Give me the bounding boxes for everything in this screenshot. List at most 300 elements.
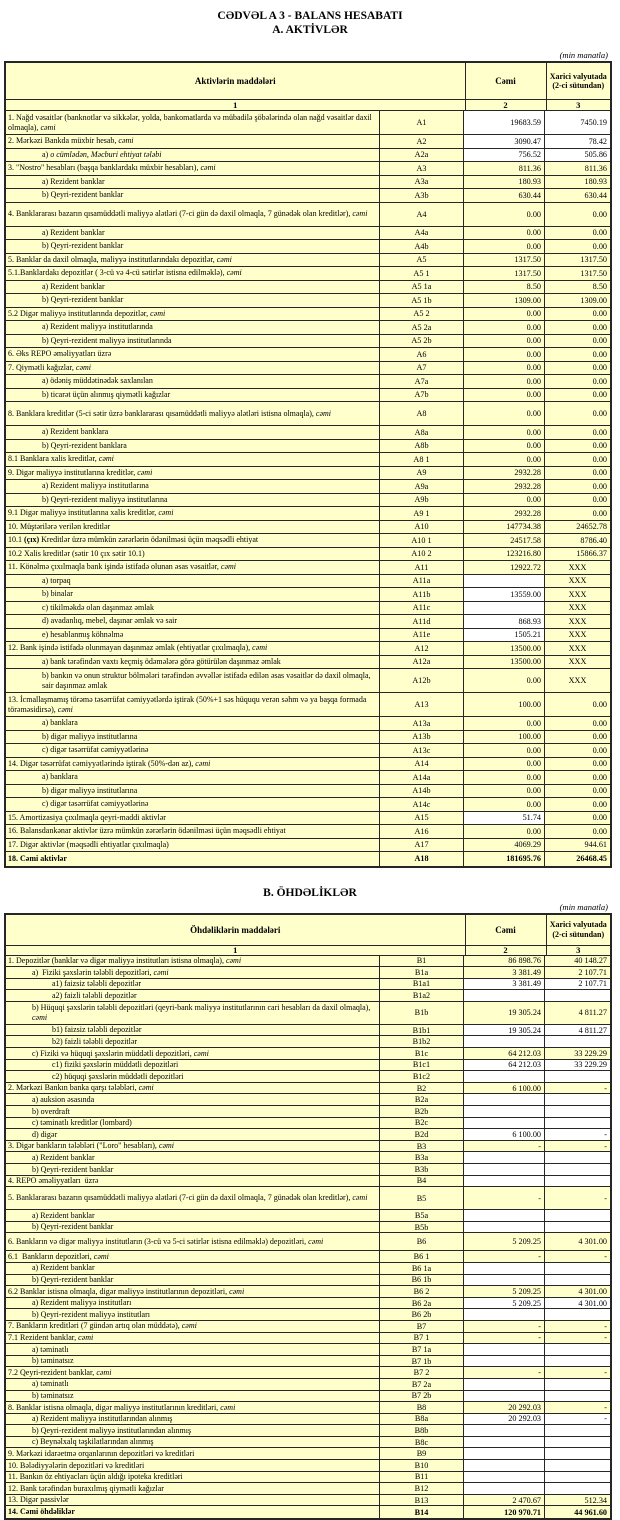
fx-input-cell[interactable] (545, 1106, 610, 1117)
label-pre: a) ödəniş müddətinədək saxlanılan (42, 376, 153, 385)
item-code: B2d (380, 1129, 464, 1140)
item-label (6, 771, 380, 784)
fx-input-cell[interactable] (545, 1164, 610, 1175)
fx-input-cell[interactable]: - (545, 1129, 610, 1140)
item-code: B8 (380, 1402, 464, 1413)
label-italic-part: cəmi (229, 1287, 244, 1296)
total-input-cell[interactable] (464, 1448, 545, 1459)
fx-value-cell: XXX (545, 656, 610, 669)
table-row (6, 602, 610, 616)
label-italic-part: cəmi (76, 363, 91, 372)
total-value-cell: 1317.50 (464, 267, 545, 280)
table-row (6, 1356, 610, 1368)
item-label-text (42, 441, 127, 451)
total-input-cell[interactable]: 19 305.24 (464, 1025, 545, 1036)
total-input-cell[interactable] (464, 1437, 545, 1448)
fx-input-cell[interactable] (545, 1152, 610, 1163)
label-italic-part: cəmi (352, 1193, 367, 1202)
table-row (6, 534, 610, 548)
total-input-cell[interactable] (464, 1344, 545, 1355)
total-input-cell[interactable] (464, 602, 545, 615)
table-row (6, 669, 610, 693)
item-code: A2 (380, 135, 464, 148)
item-label-text (8, 956, 241, 966)
label-italic-part: cəmi (137, 468, 152, 477)
total-input-cell[interactable] (464, 1472, 545, 1483)
label-pre: a) təminatlı (32, 1345, 69, 1354)
label-pre: b) overdraft (32, 1107, 70, 1116)
item-label-text (8, 1461, 144, 1471)
item-label-text (8, 562, 236, 572)
fx-input-cell[interactable] (545, 1176, 610, 1187)
table-row (6, 1460, 610, 1472)
item-label-text (32, 1118, 132, 1128)
item-code: A3b (380, 189, 464, 202)
label-pre: d) digər (32, 1130, 57, 1139)
fx-input-cell[interactable] (545, 1210, 610, 1221)
fx-value-cell: 40 148.27 (545, 956, 610, 967)
item-label (6, 575, 380, 588)
item-label-text (32, 1356, 74, 1366)
item-code: A4 (380, 203, 464, 226)
total-input-cell[interactable] (464, 1275, 545, 1286)
fx-value-cell: XXX (545, 575, 610, 588)
total-input-cell[interactable]: 6 100.00 (464, 1129, 545, 1140)
total-input-cell[interactable] (464, 990, 545, 1001)
total-input-cell[interactable] (464, 1106, 545, 1117)
item-code: A1 (380, 111, 464, 134)
item-label-text (42, 657, 281, 667)
doc-title-line1: CƏDVƏL A 3 - BALANS HESABATI (0, 9, 620, 23)
table-row (6, 1164, 610, 1176)
item-label (6, 1263, 380, 1274)
item-label-text (32, 1165, 113, 1175)
item-code: B1c2 (380, 1071, 464, 1082)
fx-input-cell[interactable] (545, 1472, 610, 1483)
item-label (6, 744, 380, 757)
total-input-cell[interactable]: 20 292.03 (464, 1414, 545, 1425)
item-label-text (42, 671, 377, 690)
total-input-cell[interactable]: 5 209.25 (464, 1298, 545, 1309)
item-label (6, 825, 380, 838)
item-code: A5 (380, 254, 464, 267)
item-label (6, 453, 380, 466)
item-label-text (52, 1037, 137, 1047)
table-row (6, 744, 610, 758)
fx-input-cell[interactable] (545, 1356, 610, 1367)
fx-input-cell[interactable] (545, 990, 610, 1001)
total-input-cell[interactable]: 1505.21 (464, 629, 545, 642)
label-bold-part: (çıx) (24, 535, 39, 544)
table-row (6, 227, 610, 241)
item-code: A17 (380, 839, 464, 852)
item-label-text (8, 468, 152, 478)
item-code: A9b (380, 494, 464, 507)
label-italic-part: cəmi (308, 1237, 323, 1246)
total-value-cell: 0.00 (464, 203, 545, 226)
item-label (6, 1286, 380, 1297)
label-pre: a) banklara (42, 772, 78, 781)
table-row (6, 758, 610, 772)
fx-input-cell[interactable]: 2 107.71 (545, 979, 610, 990)
label-pre: d) avadanlıq, mebel, daşınar əmlak və sair (42, 616, 177, 625)
fx-value-cell: 0.00 (545, 321, 610, 334)
item-code: A5 1b (380, 294, 464, 307)
item-label-text (32, 1414, 172, 1424)
item-label (6, 281, 380, 294)
table-row (6, 467, 610, 481)
item-label (6, 375, 380, 388)
table-row (6, 440, 610, 454)
label-pre: a) Rezident maliyyə institutlarında (42, 322, 153, 331)
item-label-text (42, 481, 149, 491)
table-row (6, 389, 610, 403)
table-row (6, 979, 610, 991)
total-input-cell[interactable] (464, 1309, 545, 1320)
item-label (6, 1036, 380, 1047)
total-value-cell: 811.36 (464, 162, 545, 175)
fx-value-cell: 26468.45 (545, 852, 610, 866)
label-pre: c) təminatlı kreditlər (lombard) (32, 1118, 132, 1127)
label-post: Kreditlər üzrə mümkün zərərlərin ödənilməsi üçün məqsədli ehtiyat (39, 535, 258, 544)
label-pre: a) Rezident banklar (32, 1153, 95, 1162)
table-row (6, 335, 610, 349)
fx-value-cell: 0.00 (545, 758, 610, 771)
table-row (6, 717, 610, 731)
total-input-cell[interactable] (464, 1460, 545, 1471)
table-row (6, 615, 610, 629)
total-input-cell[interactable] (464, 1094, 545, 1105)
item-label (6, 1118, 380, 1129)
total-input-cell[interactable] (464, 575, 545, 588)
table-row (6, 731, 610, 745)
table-row (6, 1448, 610, 1460)
item-code: B1a1 (380, 979, 464, 990)
item-label-text (8, 840, 169, 850)
table-row (6, 1060, 610, 1072)
item-code: A10 (380, 521, 464, 534)
label-pre: 6.1 Bankların depozitləri, (8, 1252, 94, 1261)
item-code: A13c (380, 744, 464, 757)
total-input-cell[interactable] (464, 1425, 545, 1436)
item-code: A8b (380, 440, 464, 453)
fx-input-cell[interactable]: 505.86 (545, 149, 610, 162)
fx-input-cell[interactable] (545, 1094, 610, 1105)
item-code: A12a (380, 656, 464, 669)
item-code: A8 (380, 402, 464, 425)
total-input-cell[interactable] (464, 1356, 545, 1367)
fx-value-cell: - (545, 1367, 610, 1378)
fx-input-cell[interactable] (545, 1275, 610, 1286)
table-header-row (6, 63, 610, 100)
table-assets (4, 61, 612, 868)
label-pre: 17. Digər aktivlər (məqsədli ehtiyatlar çıxılmaqla) (8, 840, 169, 849)
fx-input-cell[interactable] (545, 1309, 610, 1320)
item-code: B7 1a (380, 1344, 464, 1355)
fx-input-cell[interactable]: 4 811.27 (545, 1025, 610, 1036)
label-pre: 9. Digər maliyyə institutlarına kreditlər, (8, 468, 137, 477)
item-code: B2a (380, 1094, 464, 1105)
item-label (6, 1187, 380, 1209)
item-code: B1c (380, 1048, 464, 1059)
item-label-text (8, 522, 110, 532)
item-label-text (8, 1472, 183, 1482)
item-label-text (42, 322, 153, 332)
item-code: B7 2b (380, 1391, 464, 1402)
total-input-cell[interactable] (464, 1164, 545, 1175)
total-value-cell: 0.00 (464, 494, 545, 507)
fx-value-cell: 0.00 (545, 480, 610, 493)
table-row (6, 839, 610, 853)
item-label-text (32, 1310, 150, 1320)
label-italic-part: cəmi (227, 268, 242, 277)
fx-value-cell: 811.36 (545, 162, 610, 175)
item-code: A14c (380, 798, 464, 811)
label-pre: 18. Cəmi aktivlər (8, 854, 67, 863)
fx-input-cell[interactable] (545, 1118, 610, 1129)
item-code: B5b (380, 1222, 464, 1233)
total-value-cell: 0.00 (464, 321, 545, 334)
fx-input-cell[interactable]: - (545, 1414, 610, 1425)
label-pre: b) Qeyri-rezident banklara (42, 441, 127, 450)
table-row (6, 785, 610, 799)
item-label (6, 135, 380, 148)
table-row (6, 1048, 610, 1060)
item-code: A15 (380, 812, 464, 825)
label-italic-part: cəmi (220, 1403, 235, 1412)
item-label (6, 1506, 380, 1518)
total-value-cell: 20 292.03 (464, 1402, 545, 1413)
item-code: B14 (380, 1506, 464, 1518)
item-label (6, 615, 380, 628)
table-row (6, 1176, 610, 1188)
total-value-cell: 181695.76 (464, 852, 545, 866)
table-row (6, 1233, 610, 1251)
total-input-cell[interactable]: 868.93 (464, 615, 545, 628)
fx-input-cell[interactable] (545, 1222, 610, 1233)
item-label (6, 294, 380, 307)
table-row (6, 402, 610, 426)
fx-input-cell[interactable] (545, 1263, 610, 1274)
table-row (6, 1425, 610, 1437)
item-code: A13a (380, 717, 464, 730)
total-input-cell[interactable]: 64 212.03 (464, 1060, 545, 1071)
item-code: A9 (380, 467, 464, 480)
item-label (6, 1083, 380, 1094)
label-italic-part: cəmi (316, 409, 331, 418)
total-input-cell[interactable] (464, 1036, 545, 1047)
item-label-text (42, 603, 154, 613)
total-input-cell[interactable] (464, 1483, 545, 1494)
total-input-cell[interactable]: 19683.59 (464, 111, 545, 134)
item-label-text (8, 1484, 164, 1494)
item-label (6, 731, 380, 744)
item-code: B1a (380, 967, 464, 978)
label-pre: c) digər təsərrüfat cəmiyyətlərinə (42, 745, 148, 754)
fx-input-cell[interactable]: 4 301.00 (545, 1298, 610, 1309)
item-label-text (42, 177, 105, 187)
item-label (6, 717, 380, 730)
item-label (6, 1367, 380, 1378)
item-code: B2 (380, 1083, 464, 1094)
item-label (6, 1344, 380, 1355)
table-row (6, 1251, 610, 1263)
item-label (6, 693, 380, 716)
fx-value-cell: - (545, 1141, 610, 1152)
item-label (6, 494, 380, 507)
label-pre: 6. Bankların və digər maliyyə institutların (3-cü və 5-ci sətirlər istisna edilməklə) depozitləri, (8, 1237, 308, 1246)
total-input-cell[interactable]: 51.74 (464, 812, 545, 825)
item-label-text (52, 1060, 178, 1070)
item-label (6, 588, 380, 601)
total-input-cell[interactable] (464, 1391, 545, 1402)
item-label-text (8, 1403, 235, 1413)
item-label-text (8, 549, 145, 559)
table-row (6, 656, 610, 670)
table-row (6, 1367, 610, 1379)
total-value-cell: - (464, 1141, 545, 1152)
total-value-cell: 0.00 (464, 426, 545, 439)
item-label (6, 785, 380, 798)
item-label (6, 534, 380, 547)
fx-value-cell: 0.00 (545, 825, 610, 838)
item-code: B6 1 (380, 1251, 464, 1262)
total-input-cell[interactable]: 3 381.49 (464, 979, 545, 990)
fx-input-cell[interactable]: 33 229.29 (545, 1060, 610, 1071)
label-pre: 7. Bankların kreditləri (7 gündən artıq olan müddətə), (8, 1321, 182, 1330)
label-pre: b) digər maliyyə institutlarına (42, 732, 137, 741)
fx-input-cell[interactable]: 7450.19 (545, 111, 610, 134)
label-pre: a) banklara (42, 718, 78, 727)
item-label-text (8, 1333, 93, 1343)
item-label-text (32, 1298, 131, 1308)
fx-input-cell[interactable] (545, 1425, 610, 1436)
total-input-cell[interactable] (464, 1379, 545, 1390)
table-row (6, 1483, 610, 1495)
total-input-cell[interactable] (464, 1210, 545, 1221)
doc-title (0, 0, 620, 37)
table-row (6, 1379, 610, 1391)
total-value-cell: 0.00 (464, 717, 545, 730)
fx-value-cell: 0.00 (545, 240, 610, 253)
label-pre: a) Rezident maliyyə institutları (32, 1298, 131, 1307)
fx-input-cell[interactable] (545, 1460, 610, 1471)
item-label-text (8, 209, 367, 219)
item-label (6, 1483, 380, 1494)
fx-value-cell: 4 301.00 (545, 1233, 610, 1250)
total-input-cell[interactable] (464, 1176, 545, 1187)
item-label-text (8, 1368, 111, 1378)
item-label (6, 1402, 380, 1413)
label-pre: 3. Digər bankların tələbləri ("Loro" hesabları), (8, 1141, 159, 1150)
column-number-row (6, 946, 610, 956)
total-value-cell: 13500.00 (464, 642, 545, 655)
label-pre: 11. Könəlmə çıxılmaqla bank işində istifadə olunan əsas vəsaitlər, (8, 562, 221, 571)
label-pre: c) Fiziki və hüquqi şəxslərin müddətli depozitləri, (32, 1049, 194, 1058)
label-pre: a) Rezident banklara (42, 427, 108, 436)
fx-value-cell: 0.00 (545, 389, 610, 402)
item-label-text (8, 113, 377, 132)
item-label (6, 798, 380, 811)
total-input-cell[interactable]: 756.52 (464, 149, 545, 162)
item-code: A3 (380, 162, 464, 175)
item-code: B3a (380, 1152, 464, 1163)
table-row (6, 1106, 610, 1118)
fx-input-cell[interactable] (545, 1071, 610, 1082)
label-pre: 9. Mərkəzi idarəetmə orqanlarının depozitləri və kreditləri (8, 1449, 194, 1458)
total-input-cell[interactable]: 3090.47 (464, 135, 545, 148)
label-pre: a) Rezident banklar (42, 228, 105, 237)
fx-input-cell[interactable] (545, 1036, 610, 1047)
fx-value-cell: 0.00 (545, 308, 610, 321)
fx-value-cell: 0.00 (545, 453, 610, 466)
item-code: A11 (380, 561, 464, 574)
fx-input-cell[interactable] (545, 1344, 610, 1355)
label-pre: e) hesablanmış köhnəlmə (42, 630, 123, 639)
total-input-cell[interactable] (464, 1071, 545, 1082)
total-value-cell: 0.00 (464, 771, 545, 784)
label-pre: b) təminatsız (32, 1391, 74, 1400)
table-row (6, 629, 610, 643)
item-label-text (32, 968, 169, 978)
table-row (6, 1437, 610, 1449)
fx-value-cell: 0.00 (545, 426, 610, 439)
total-input-cell[interactable] (464, 1152, 545, 1163)
label-pre: 12. Bank işində istifadə olunmayan daşınmaz əmlak (ehtiyatlar çıxılmaqla), (8, 643, 252, 652)
fx-input-cell[interactable] (545, 1391, 610, 1402)
item-label-text (42, 732, 137, 742)
label-italic-part: cəmi (150, 309, 165, 318)
fx-value-cell: 0.00 (545, 717, 610, 730)
item-label-text (32, 1095, 94, 1105)
label-pre: 13. Digər passivlər (8, 1495, 69, 1504)
item-label-text (32, 1003, 377, 1022)
label-italic-part: cəmi (195, 759, 210, 768)
label-pre: b1) faizsiz tələbli depozitlər (52, 1025, 142, 1034)
total-input-cell[interactable] (464, 1222, 545, 1233)
fx-input-cell[interactable] (545, 1379, 610, 1390)
item-label-text (42, 786, 137, 796)
total-input-cell[interactable] (464, 1118, 545, 1129)
table-row (6, 1414, 610, 1426)
fx-value-cell: 0.00 (545, 227, 610, 240)
item-label (6, 254, 380, 267)
label-pre: a) Rezident maliyyə institutlarından alınmış (32, 1414, 172, 1423)
item-code: A7b (380, 389, 464, 402)
table-row (6, 1402, 610, 1414)
item-label (6, 979, 380, 990)
item-code: A3a (380, 176, 464, 189)
total-input-cell[interactable] (464, 1263, 545, 1274)
fx-input-cell[interactable] (545, 1437, 610, 1448)
item-label-text (8, 759, 210, 769)
fx-value-cell: 8786.40 (545, 534, 610, 547)
item-label (6, 1448, 380, 1459)
label-pre: 16. Balansdankənar aktivlər üzrə mümkün zərərlərin ödənilməsi üçün məqsədli ehtiyat (8, 826, 286, 835)
table-row (6, 1118, 610, 1130)
fx-input-cell[interactable]: 78.42 (545, 135, 610, 148)
item-label-text (8, 1252, 109, 1262)
label-italic-part: cəmi (352, 209, 367, 218)
table-row (6, 267, 610, 281)
label-pre: 3. "Nostro" hesabları (başqa banklardakı müxbir hesabları), (8, 163, 200, 172)
label-pre: a1) faizsiz tələbli depozitlər (52, 979, 141, 988)
fx-input-cell[interactable] (545, 1448, 610, 1459)
total-input-cell[interactable]: 13559.00 (464, 588, 545, 601)
label-italic-part: cəmi (217, 255, 232, 264)
fx-input-cell[interactable] (545, 1483, 610, 1494)
item-code: A6 (380, 348, 464, 361)
